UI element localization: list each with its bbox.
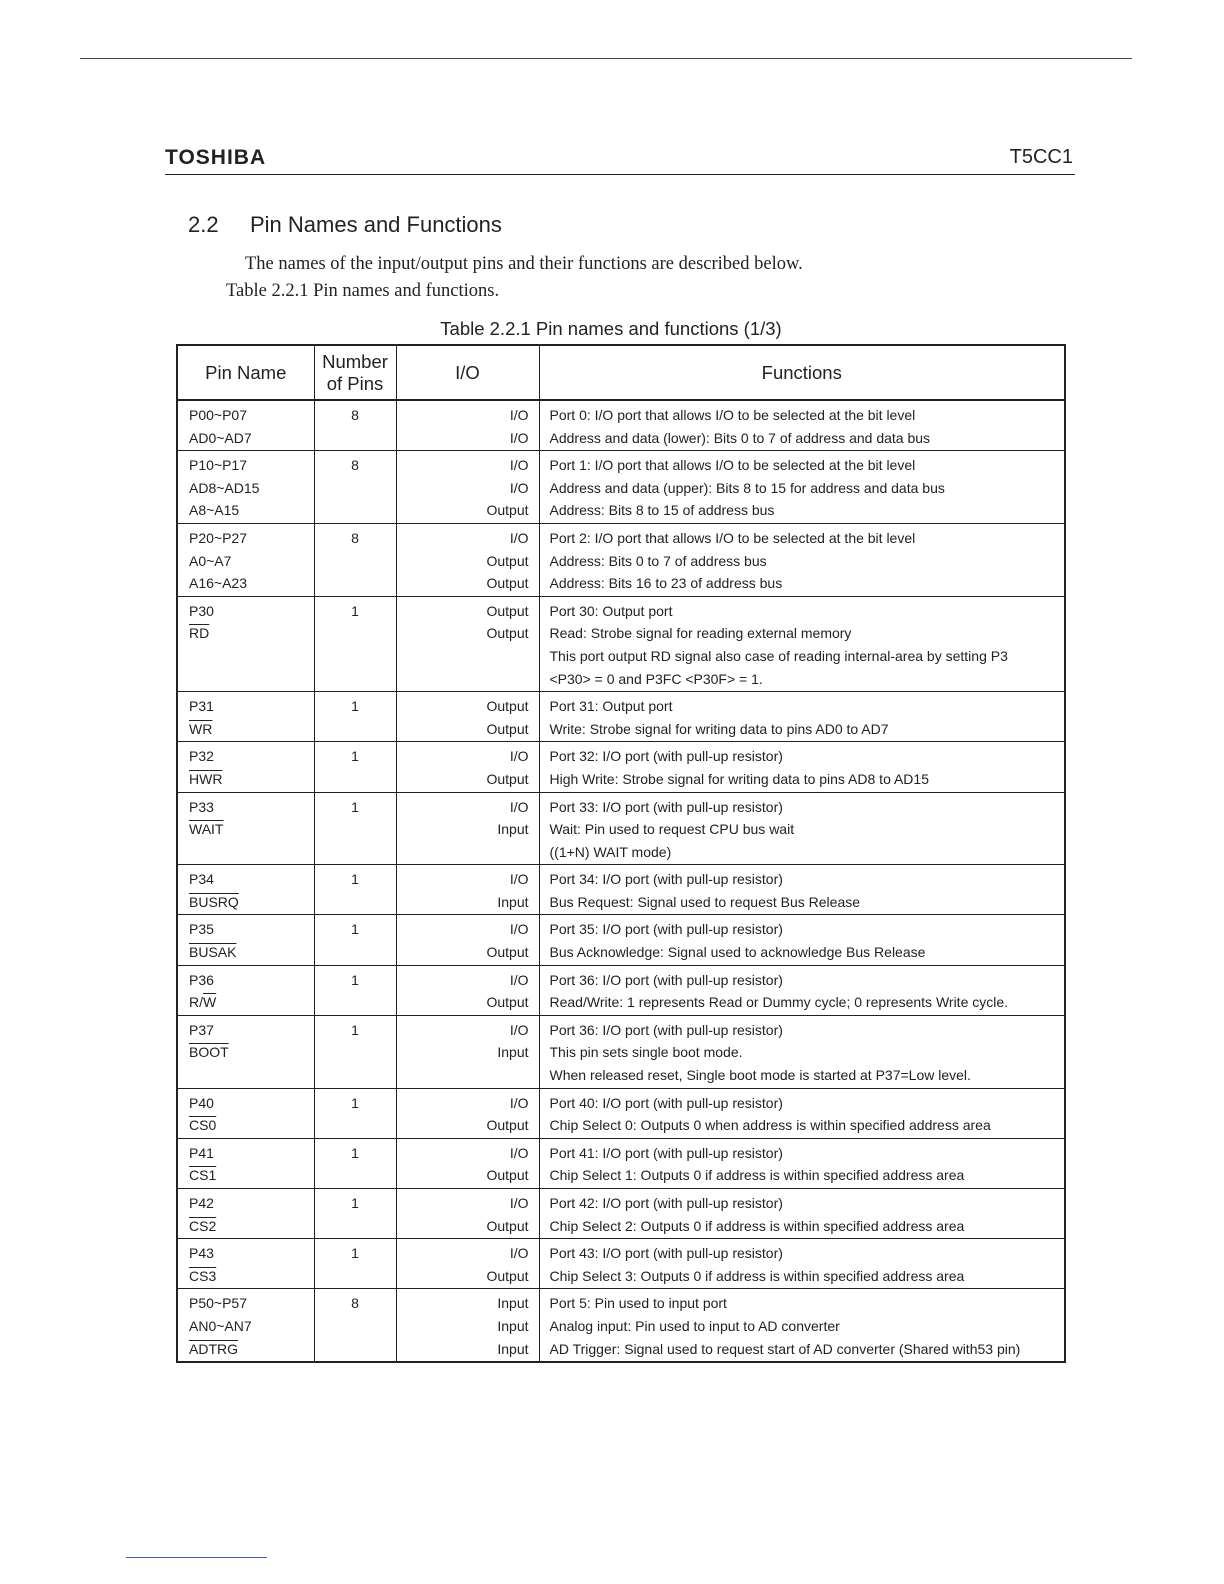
io-type: I/O	[509, 457, 529, 474]
io-type: Output	[486, 698, 529, 715]
function-cell	[539, 1289, 1065, 1362]
io-type: I/O	[509, 529, 529, 546]
io-type: Output	[486, 602, 529, 619]
pin-name-cell	[177, 523, 314, 596]
top-rule	[80, 58, 1132, 59]
pin-count: 8	[351, 1295, 359, 1312]
io-type: I/O	[509, 479, 529, 496]
pin-name-cell	[177, 742, 314, 792]
pin-count-cell	[314, 742, 396, 792]
function-cell	[539, 965, 1065, 1015]
table-row	[177, 1088, 1065, 1138]
io-type: I/O	[509, 971, 529, 988]
io-cell	[396, 865, 539, 915]
pin-count-cell	[314, 596, 396, 691]
section-number: 2.2	[188, 212, 219, 237]
function-text: Bus Acknowledge: Signal used to acknowledge Bus Release	[549, 944, 926, 961]
pin-name: P40	[189, 1094, 214, 1111]
pin-name: A8~A15	[189, 502, 240, 519]
function-text: Write: Strobe signal for writing data to pins AD0 to AD7	[549, 720, 889, 737]
function-text: Port 36: I/O port (with pull-up resistor)	[549, 971, 783, 988]
function-text: Address: Bits 16 to 23 of address bus	[549, 575, 783, 592]
function-cell	[539, 400, 1065, 451]
pin-name-active-low: ADTRG	[189, 1340, 238, 1357]
pin-count: 1	[351, 698, 359, 715]
function-cell	[539, 596, 1065, 691]
io-type: Input	[497, 1044, 529, 1061]
function-cell	[539, 1015, 1065, 1088]
pin-count: 1	[351, 921, 359, 938]
pin-name: AD0~AD7	[189, 429, 252, 446]
function-cell	[539, 451, 1065, 524]
pin-count-cell	[314, 1189, 396, 1239]
pin-name-cell	[177, 865, 314, 915]
io-type: I/O	[509, 429, 529, 446]
header-number-line2: of Pins	[326, 372, 384, 394]
io-type: Output	[486, 994, 529, 1011]
function-text: Address: Bits 8 to 15 of address bus	[549, 502, 775, 519]
pin-name-cell	[177, 1015, 314, 1088]
function-text: Analog input: Pin used to input to AD converter	[549, 1317, 840, 1334]
io-type: I/O	[509, 407, 529, 423]
function-text: Address and data (upper): Bits 8 to 15 for address and data bus	[549, 479, 945, 496]
pin-name-active-low: $\overline{W}$	[203, 994, 217, 1011]
function-text: Chip Select 3: Outputs 0 if address is within specified address area	[549, 1267, 965, 1284]
function-text: Wait: Pin used to request CPU bus wait	[549, 821, 795, 838]
table-row	[177, 742, 1065, 792]
function-text: Port 2: I/O port that allows I/O to be selected at the bit level	[549, 529, 916, 546]
io-type: Output	[486, 502, 529, 519]
function-text: Address: Bits 0 to 7 of address bus	[549, 552, 767, 569]
function-cell	[539, 1189, 1065, 1239]
function-text: Chip Select 2: Outputs 0 if address is within specified address area	[549, 1217, 965, 1234]
table-header-row	[177, 345, 1065, 400]
function-text: Port 34: I/O port (with pull-up resistor)	[549, 871, 783, 888]
pin-name-active-low: BOOT	[189, 1044, 229, 1061]
function-text: Chip Select 0: Outputs 0 when address is within specified address area	[549, 1117, 991, 1134]
pin-name: P36	[189, 971, 214, 988]
pin-name-active-low: CS0	[189, 1117, 217, 1134]
function-cell	[539, 692, 1065, 742]
table-row	[177, 523, 1065, 596]
header-pin-name: Pin Name	[177, 345, 314, 400]
table-row	[177, 915, 1065, 965]
function-text: Bus Request: Signal used to request Bus Release	[549, 893, 861, 910]
io-cell	[396, 451, 539, 524]
pin-count: 8	[351, 407, 359, 423]
pin-name: P34	[189, 871, 214, 888]
io-type: I/O	[509, 748, 529, 765]
function-text: Port 32: I/O port (with pull-up resistor)	[549, 748, 783, 765]
pin-count-cell	[314, 965, 396, 1015]
pin-count-cell	[314, 523, 396, 596]
pin-name-cell	[177, 792, 314, 865]
io-cell	[396, 1015, 539, 1088]
io-cell	[396, 1239, 539, 1289]
function-text: ((1+N) WAIT mode)	[549, 843, 672, 860]
io-type: I/O	[509, 1144, 529, 1161]
footer-link-rule	[126, 1557, 267, 1558]
io-type: Output	[486, 552, 529, 569]
io-cell	[396, 1289, 539, 1362]
pin-count: 1	[351, 1094, 359, 1111]
io-type: Output	[486, 770, 529, 787]
pin-count: 1	[351, 602, 359, 619]
brand-logo: TOSHIBA	[165, 146, 267, 169]
io-cell	[396, 915, 539, 965]
table-row	[177, 1015, 1065, 1088]
pin-count-cell	[314, 1015, 396, 1088]
pin-name: P32	[189, 748, 214, 765]
pin-name-active-low: WAIT	[189, 821, 224, 838]
function-text: Port 35: I/O port (with pull-up resistor)	[549, 921, 783, 938]
pin-count: 1	[351, 748, 359, 765]
io-cell	[396, 1189, 539, 1239]
section-heading	[188, 212, 502, 238]
function-cell	[539, 1088, 1065, 1138]
function-text: High Write: Strobe signal for writing data to pins AD8 to AD15	[549, 770, 929, 787]
pin-name: P35	[189, 921, 214, 938]
pin-count: 1	[351, 1144, 359, 1161]
table-row	[177, 400, 1065, 451]
pin-table	[176, 344, 1066, 1363]
pin-count: 1	[351, 971, 359, 988]
function-text: Port 31: Output port	[549, 698, 673, 715]
pin-name-active-low: BUSAK	[189, 944, 237, 961]
pin-name: P50~P57	[189, 1295, 247, 1312]
pin-count-cell	[314, 400, 396, 451]
pin-count-cell	[314, 1239, 396, 1289]
pin-name: AN0~AN7	[189, 1317, 252, 1334]
io-cell	[396, 965, 539, 1015]
pin-name: P00~P07	[189, 407, 247, 423]
pin-name-cell	[177, 965, 314, 1015]
io-type: I/O	[509, 921, 529, 938]
pin-count-cell	[314, 1088, 396, 1138]
io-type: Input	[497, 1340, 529, 1357]
document-id: T5CC1	[1009, 146, 1073, 168]
function-text: <P30> = 0 and P3FC <P30F> = 1.	[549, 670, 763, 687]
function-text: Read/Write: 1 represents Read or Dummy cycle; 0 represents Write cycle.	[549, 994, 1009, 1011]
pin-name: P31	[189, 698, 214, 715]
function-cell	[539, 792, 1065, 865]
table-row	[177, 692, 1065, 742]
function-text: Port 40: I/O port (with pull-up resistor)	[549, 1094, 783, 1111]
function-text: Read: Strobe signal for reading external memory	[549, 625, 852, 642]
pin-name: P20~P27	[189, 529, 247, 546]
io-type: Input	[497, 893, 529, 910]
pin-count-cell	[314, 1138, 396, 1188]
io-cell	[396, 1138, 539, 1188]
function-text: Port 0: I/O port that allows I/O to be selected at the bit level	[549, 407, 916, 423]
function-cell	[539, 742, 1065, 792]
pin-count: 1	[351, 1021, 359, 1038]
table-row	[177, 865, 1065, 915]
io-type: Output	[486, 575, 529, 592]
io-cell	[396, 692, 539, 742]
pin-name-cell	[177, 451, 314, 524]
io-type: Input	[497, 821, 529, 838]
pin-name: P33	[189, 798, 214, 815]
pin-name-active-low: BUSRQ	[189, 893, 239, 910]
function-text: AD Trigger: Signal used to request start of AD converter (Shared with53 pin)	[549, 1340, 1021, 1357]
pin-name: P43	[189, 1245, 214, 1262]
function-text: This pin sets single boot mode.	[549, 1044, 743, 1061]
pin-name-cell	[177, 1088, 314, 1138]
pin-name: P42	[189, 1195, 214, 1211]
pin-name-active-low: $\overline{WR}$	[189, 720, 213, 737]
pin-name-cell	[177, 1239, 314, 1289]
io-cell	[396, 523, 539, 596]
pin-name: P30	[189, 602, 214, 619]
pin-name: P37	[189, 1021, 214, 1038]
io-cell	[396, 742, 539, 792]
pin-count-cell	[314, 451, 396, 524]
pin-name-active-low: $\overline{HWR}$	[189, 770, 223, 787]
pin-count: 1	[351, 1245, 359, 1262]
table-row	[177, 1189, 1065, 1239]
table-row	[177, 596, 1065, 691]
table-row	[177, 1138, 1065, 1188]
function-cell	[539, 523, 1065, 596]
function-text: Port 33: I/O port (with pull-up resistor)	[549, 798, 783, 815]
io-type: I/O	[509, 1245, 529, 1262]
pin-count-cell	[314, 865, 396, 915]
pin-name: A0~A7	[189, 552, 232, 569]
function-cell	[539, 865, 1065, 915]
pin-count-cell	[314, 915, 396, 965]
table-row	[177, 792, 1065, 865]
pin-name: AD8~AD15	[189, 479, 260, 496]
io-type: Output	[486, 1117, 529, 1134]
io-cell	[396, 400, 539, 451]
function-text: Port 41: I/O port (with pull-up resistor)	[549, 1144, 783, 1161]
section-title: Pin Names and Functions	[250, 212, 502, 237]
pin-count: 1	[351, 1195, 359, 1211]
pin-name-cell	[177, 1189, 314, 1239]
function-text: Address and data (lower): Bits 0 to 7 of address and data bus	[549, 429, 931, 446]
pin-count: 1	[351, 798, 359, 815]
pin-name-cell	[177, 1289, 314, 1362]
intro-table-reference: Table 2.2.1 Pin names and functions.	[226, 281, 500, 301]
pin-name: A16~A23	[189, 575, 247, 592]
pin-name-active-low: CS2	[189, 1217, 217, 1234]
function-text: Port 43: I/O port (with pull-up resistor)	[549, 1245, 783, 1262]
table-row	[177, 965, 1065, 1015]
io-type: Output	[486, 1267, 529, 1284]
pin-count-cell	[314, 692, 396, 742]
function-text: Port 1: I/O port that allows I/O to be selected at the bit level	[549, 457, 916, 474]
pin-name: R/	[189, 994, 203, 1011]
header-io: I/O	[396, 345, 539, 400]
pin-count: 1	[351, 871, 359, 888]
function-text: Port 30: Output port	[549, 602, 673, 619]
pin-name-cell	[177, 1138, 314, 1188]
table-row	[177, 1239, 1065, 1289]
pin-count-cell	[314, 1289, 396, 1362]
io-type: I/O	[509, 1094, 529, 1111]
function-text: Port 42: I/O port (with pull-up resistor)	[549, 1195, 783, 1211]
io-type: I/O	[509, 1195, 529, 1211]
pin-count: 8	[351, 529, 359, 546]
io-type: I/O	[509, 1021, 529, 1038]
intro-text: The names of the input/output pins and their functions are described below.	[245, 254, 803, 274]
io-type: Output	[486, 1167, 529, 1184]
pin-name-active-low: $\overline{RD}$	[189, 625, 210, 642]
function-text: Chip Select 1: Outputs 0 if address is within specified address area	[549, 1167, 965, 1184]
io-type: Output	[486, 944, 529, 961]
io-cell	[396, 792, 539, 865]
io-type: Output	[486, 720, 529, 737]
pin-name-cell	[177, 915, 314, 965]
table-caption: Table 2.2.1 Pin names and functions (1/3)	[440, 318, 782, 339]
table-row	[177, 451, 1065, 524]
function-cell	[539, 1138, 1065, 1188]
pin-name: P41	[189, 1144, 214, 1161]
pin-count: 8	[351, 457, 359, 474]
function-cell	[539, 915, 1065, 965]
pin-name-cell	[177, 596, 314, 691]
pin-name-active-low: CS1	[189, 1167, 217, 1184]
function-text: This port output RD signal also case of reading internal-area by setting P3	[549, 647, 1008, 664]
header-number-line1: Number	[322, 350, 388, 372]
io-type: Output	[486, 625, 529, 642]
pin-name-active-low: CS3	[189, 1267, 217, 1284]
io-type: Output	[486, 1217, 529, 1234]
function-text: Port 5: Pin used to input port	[549, 1295, 727, 1312]
io-type: I/O	[509, 798, 529, 815]
io-type: Input	[497, 1317, 529, 1334]
function-text: Port 36: I/O port (with pull-up resistor)	[549, 1021, 783, 1038]
header-number-of-pins	[314, 345, 396, 400]
io-cell	[396, 1088, 539, 1138]
page-header	[165, 142, 1075, 175]
pin-count-cell	[314, 792, 396, 865]
pin-name-cell	[177, 400, 314, 451]
pin-name-cell	[177, 692, 314, 742]
pin-name: P10~P17	[189, 457, 247, 474]
io-cell	[396, 596, 539, 691]
io-type: Input	[497, 1295, 529, 1312]
function-cell	[539, 1239, 1065, 1289]
function-text: When released reset, Single boot mode is started at P37=Low level.	[549, 1067, 971, 1084]
table-row	[177, 1289, 1065, 1362]
io-type: I/O	[509, 871, 529, 888]
header-functions: Functions	[539, 345, 1065, 400]
